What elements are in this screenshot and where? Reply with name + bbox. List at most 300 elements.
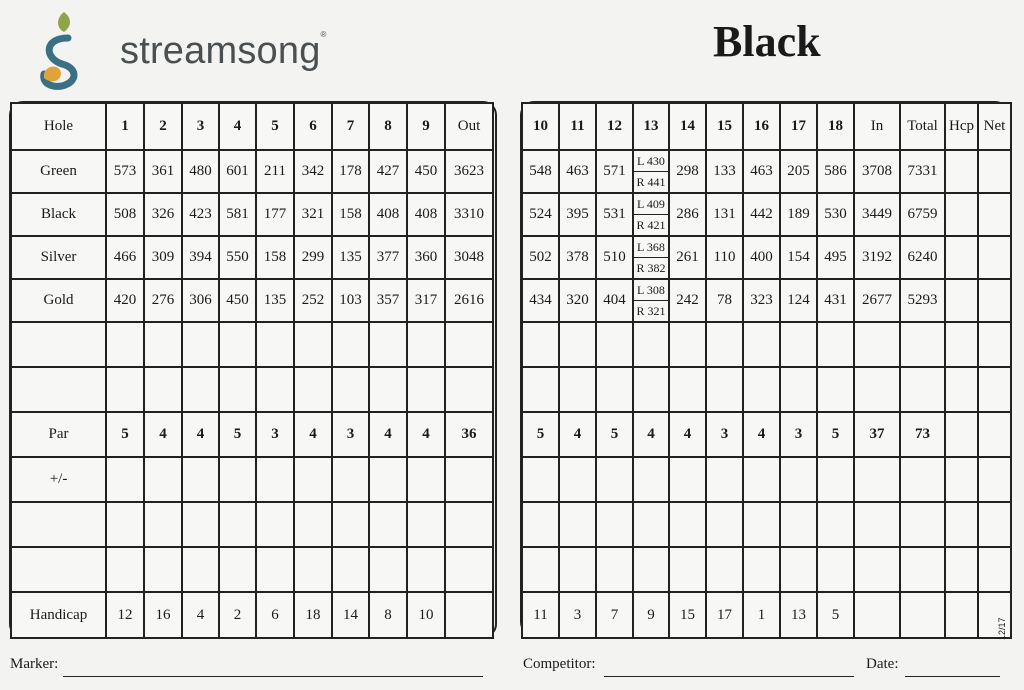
score-cell[interactable] (743, 457, 780, 502)
yardage-cell: 531 (596, 193, 633, 236)
yardage-cell: 550 (219, 236, 256, 279)
hole-label: Hole (11, 103, 106, 150)
score-cell[interactable] (522, 367, 559, 412)
yardage-cell: 154 (780, 236, 817, 279)
right-tee-yardage: R 441 (636, 175, 666, 189)
yardage-cell: 3449 (854, 193, 900, 236)
score-cell[interactable] (522, 502, 559, 547)
score-cell[interactable] (445, 367, 493, 412)
player-name-cell[interactable] (11, 367, 106, 412)
left-tee-yardage: L 409 (634, 194, 668, 215)
par-cell: 37 (854, 412, 900, 457)
yardage-cell: 6240 (900, 236, 945, 279)
yardage-cell: 508 (106, 193, 144, 236)
back-header-row (522, 103, 1011, 150)
yardage-cell: 252 (294, 279, 332, 322)
yardage-cell: 377 (369, 236, 407, 279)
player-name-cell[interactable] (11, 547, 106, 592)
score-cell[interactable] (633, 547, 669, 592)
card-title: Black (713, 17, 821, 66)
score-cell[interactable] (706, 457, 743, 502)
right-tee-yardage: R 321 (636, 304, 666, 318)
yardage-cell: 321 (294, 193, 332, 236)
score-cell[interactable] (407, 322, 445, 367)
hole-number: 6 (294, 103, 332, 150)
score-row (11, 322, 493, 367)
split-yardage-cell (633, 150, 669, 193)
score-cell[interactable] (256, 547, 294, 592)
handicap-cell: 3 (559, 592, 596, 638)
yardage-cell: 205 (780, 150, 817, 193)
handicap-cell (945, 592, 978, 638)
hole-number: 14 (669, 103, 706, 150)
score-cell[interactable] (332, 502, 369, 547)
plus-minus-cell[interactable] (182, 457, 219, 502)
score-cell[interactable] (780, 502, 817, 547)
yardage-cell: 133 (706, 150, 743, 193)
left-tee-yardage: L 430 (634, 151, 668, 172)
hole-number: 9 (407, 103, 445, 150)
yardage-cell: 450 (219, 279, 256, 322)
plus-minus-cell[interactable] (445, 457, 493, 502)
score-cell[interactable] (332, 367, 369, 412)
plus-minus-cell[interactable] (106, 457, 144, 502)
score-cell[interactable] (256, 322, 294, 367)
yardage-cell: 286 (669, 193, 706, 236)
par-cell (978, 412, 1011, 457)
competitor-field[interactable] (604, 676, 854, 677)
score-cell[interactable] (706, 322, 743, 367)
score-cell[interactable] (219, 322, 256, 367)
score-cell[interactable] (945, 279, 978, 322)
score-cell[interactable] (106, 322, 144, 367)
score-cell[interactable] (522, 457, 559, 502)
plus-minus-cell[interactable] (369, 457, 407, 502)
hole-number: 11 (559, 103, 596, 150)
yardage-cell: 158 (332, 193, 369, 236)
par-row (11, 412, 493, 457)
score-cell[interactable] (978, 457, 1011, 502)
back-tee-row (522, 279, 1011, 322)
score-cell[interactable] (900, 457, 945, 502)
score-cell[interactable] (978, 193, 1011, 236)
yardage-cell: 524 (522, 193, 559, 236)
handicap-label: Handicap (11, 592, 106, 638)
tee-label: Silver (11, 236, 106, 279)
score-cell[interactable] (633, 502, 669, 547)
score-cell[interactable] (182, 367, 219, 412)
yardage-cell: 2616 (445, 279, 493, 322)
tee-label: Green (11, 150, 106, 193)
yardage-cell: 530 (817, 193, 854, 236)
yardage-cell: 189 (780, 193, 817, 236)
par-cell (945, 412, 978, 457)
yardage-cell: 423 (182, 193, 219, 236)
yardage-cell: 420 (106, 279, 144, 322)
score-cell[interactable] (256, 367, 294, 412)
score-cell[interactable] (596, 547, 633, 592)
handicap-cell: 5 (817, 592, 854, 638)
yardage-cell: 103 (332, 279, 369, 322)
score-cell[interactable] (743, 367, 780, 412)
hole-number: 15 (706, 103, 743, 150)
score-cell[interactable] (780, 457, 817, 502)
score-cell[interactable] (219, 502, 256, 547)
brand-name: streamsong® (120, 30, 327, 72)
score-cell[interactable] (978, 367, 1011, 412)
score-cell[interactable] (332, 547, 369, 592)
par-label: Par (11, 412, 106, 457)
yardage-cell: 466 (106, 236, 144, 279)
score-cell[interactable] (706, 367, 743, 412)
score-cell[interactable] (854, 502, 900, 547)
summary-header: In (854, 103, 900, 150)
score-cell[interactable] (522, 547, 559, 592)
score-cell[interactable] (219, 547, 256, 592)
score-row (522, 547, 1011, 592)
handicap-cell: 16 (144, 592, 182, 638)
score-cell[interactable] (144, 322, 182, 367)
score-cell[interactable] (559, 322, 596, 367)
score-cell[interactable] (780, 367, 817, 412)
handicap-cell: 18 (294, 592, 332, 638)
score-cell[interactable] (256, 502, 294, 547)
plus-minus-cell[interactable] (294, 457, 332, 502)
score-cell[interactable] (817, 502, 854, 547)
yardage-cell: 573 (106, 150, 144, 193)
score-cell[interactable] (669, 547, 706, 592)
plus-minus-cell[interactable] (219, 457, 256, 502)
score-cell[interactable] (945, 502, 978, 547)
left-tee-yardage: L 368 (634, 237, 668, 258)
summary-header: Hcp (945, 103, 978, 150)
yardage-cell: 442 (743, 193, 780, 236)
score-cell[interactable] (559, 547, 596, 592)
yardage-cell: 3048 (445, 236, 493, 279)
front-nine-table (10, 102, 494, 639)
score-cell[interactable] (817, 322, 854, 367)
handicap-cell: 15 (669, 592, 706, 638)
split-yardage-cell (633, 193, 669, 236)
yardage-cell: 177 (256, 193, 294, 236)
score-cell[interactable] (743, 502, 780, 547)
yardage-cell: 3192 (854, 236, 900, 279)
back-par-row (522, 412, 1011, 457)
handicap-cell: 6 (256, 592, 294, 638)
tee-label: Black (11, 193, 106, 236)
score-cell[interactable] (445, 322, 493, 367)
score-cell[interactable] (743, 547, 780, 592)
summary-header: Total (900, 103, 945, 150)
yardage-cell: 131 (706, 193, 743, 236)
score-cell[interactable] (669, 367, 706, 412)
yardage-cell: 110 (706, 236, 743, 279)
plus-minus-label: +/- (11, 457, 106, 502)
par-cell: 4 (294, 412, 332, 457)
score-cell[interactable] (854, 367, 900, 412)
tee-row-green (11, 150, 493, 193)
score-cell[interactable] (559, 367, 596, 412)
par-cell: 4 (407, 412, 445, 457)
handicap-cell: 8 (369, 592, 407, 638)
split-yardage-cell (633, 236, 669, 279)
hole-number: 18 (817, 103, 854, 150)
par-cell: 4 (559, 412, 596, 457)
score-cell[interactable] (144, 502, 182, 547)
score-cell[interactable] (817, 367, 854, 412)
par-cell: 5 (817, 412, 854, 457)
front-header-row (11, 103, 493, 150)
yardage-cell: 158 (256, 236, 294, 279)
plus-minus-cell[interactable] (407, 457, 445, 502)
score-cell[interactable] (978, 322, 1011, 367)
back-tee-row (522, 150, 1011, 193)
score-cell[interactable] (144, 367, 182, 412)
yardage-cell: 135 (332, 236, 369, 279)
yardage-cell: 480 (182, 150, 219, 193)
score-cell[interactable] (332, 322, 369, 367)
yardage-cell: 510 (596, 236, 633, 279)
split-yardage (634, 280, 668, 321)
yardage-cell: 342 (294, 150, 332, 193)
split-yardage (634, 194, 668, 235)
score-cell[interactable] (780, 547, 817, 592)
par-cell: 5 (219, 412, 256, 457)
version-code: 12/17 (997, 617, 1007, 640)
yardage-cell: 309 (144, 236, 182, 279)
score-cell[interactable] (369, 322, 407, 367)
handicap-cell: 13 (780, 592, 817, 638)
left-tee-yardage: L 308 (634, 280, 668, 301)
yardage-cell: 360 (407, 236, 445, 279)
yardage-cell: 548 (522, 150, 559, 193)
yardage-cell: 124 (780, 279, 817, 322)
yardage-cell: 434 (522, 279, 559, 322)
score-cell[interactable] (182, 547, 219, 592)
yardage-cell: 7331 (900, 150, 945, 193)
score-cell[interactable] (817, 547, 854, 592)
score-cell[interactable] (945, 236, 978, 279)
score-cell[interactable] (559, 457, 596, 502)
score-cell[interactable] (669, 457, 706, 502)
score-cell[interactable] (106, 367, 144, 412)
par-cell: 5 (596, 412, 633, 457)
score-cell[interactable] (596, 502, 633, 547)
score-cell[interactable] (219, 367, 256, 412)
yardage-cell: 463 (743, 150, 780, 193)
score-cell[interactable] (294, 502, 332, 547)
player-name-cell[interactable] (11, 502, 106, 547)
score-cell[interactable] (945, 367, 978, 412)
par-cell: 5 (522, 412, 559, 457)
marker-field[interactable] (63, 676, 483, 677)
par-cell: 4 (369, 412, 407, 457)
par-cell: 4 (669, 412, 706, 457)
score-cell[interactable] (369, 502, 407, 547)
score-cell[interactable] (633, 367, 669, 412)
plus-minus-cell[interactable] (332, 457, 369, 502)
score-cell[interactable] (706, 502, 743, 547)
yardage-cell: 395 (559, 193, 596, 236)
score-cell[interactable] (945, 193, 978, 236)
score-cell[interactable] (900, 367, 945, 412)
score-cell[interactable] (669, 502, 706, 547)
yardage-cell: 378 (559, 236, 596, 279)
tee-row-gold (11, 279, 493, 322)
score-cell[interactable] (445, 502, 493, 547)
yardage-cell: 317 (407, 279, 445, 322)
score-cell[interactable] (182, 322, 219, 367)
hole-number: 4 (219, 103, 256, 150)
yardage-cell: 495 (817, 236, 854, 279)
yardage-cell: 3310 (445, 193, 493, 236)
yardage-cell: 450 (407, 150, 445, 193)
score-cell[interactable] (407, 547, 445, 592)
score-cell[interactable] (106, 502, 144, 547)
score-cell[interactable] (294, 547, 332, 592)
split-yardage-cell (633, 279, 669, 322)
handicap-cell (854, 592, 900, 638)
yardage-cell: 571 (596, 150, 633, 193)
handicap-cell (445, 592, 493, 638)
score-cell[interactable] (817, 457, 854, 502)
score-cell[interactable] (407, 502, 445, 547)
marker-label: Marker: (10, 656, 59, 672)
handicap-cell: 2 (219, 592, 256, 638)
score-cell[interactable] (854, 322, 900, 367)
score-cell[interactable] (369, 367, 407, 412)
right-tee-yardage: R 421 (636, 218, 666, 232)
score-row (522, 367, 1011, 412)
plus-minus-cell[interactable] (256, 457, 294, 502)
score-cell[interactable] (780, 322, 817, 367)
yardage-cell: 326 (144, 193, 182, 236)
yardage-cell: 427 (369, 150, 407, 193)
par-cell: 3 (780, 412, 817, 457)
back-handicap-row (522, 592, 1011, 638)
score-cell[interactable] (900, 547, 945, 592)
back-tee-row (522, 236, 1011, 279)
score-row (11, 367, 493, 412)
score-cell[interactable] (978, 150, 1011, 193)
handicap-cell: 12 (106, 592, 144, 638)
score-row (522, 457, 1011, 502)
yardage-cell: 5293 (900, 279, 945, 322)
score-cell[interactable] (900, 322, 945, 367)
score-cell[interactable] (978, 236, 1011, 279)
yardage-cell: 3623 (445, 150, 493, 193)
hole-number: 12 (596, 103, 633, 150)
yardage-cell: 404 (596, 279, 633, 322)
score-cell[interactable] (945, 150, 978, 193)
hole-number: 13 (633, 103, 669, 150)
score-cell[interactable] (294, 367, 332, 412)
streamsong-logo (34, 8, 327, 94)
score-cell[interactable] (596, 322, 633, 367)
score-cell[interactable] (294, 322, 332, 367)
plus-minus-cell[interactable] (144, 457, 182, 502)
score-cell[interactable] (633, 457, 669, 502)
score-cell[interactable] (945, 457, 978, 502)
score-cell[interactable] (369, 547, 407, 592)
yardage-cell: 178 (332, 150, 369, 193)
yardage-cell: 408 (369, 193, 407, 236)
handicap-cell: 11 (522, 592, 559, 638)
score-cell[interactable] (633, 322, 669, 367)
handicap-cell: 10 (407, 592, 445, 638)
score-cell[interactable] (522, 322, 559, 367)
score-cell[interactable] (407, 367, 445, 412)
score-cell[interactable] (559, 502, 596, 547)
yardage-cell: 463 (559, 150, 596, 193)
yardage-cell: 320 (559, 279, 596, 322)
handicap-cell: 14 (332, 592, 369, 638)
score-cell[interactable] (743, 322, 780, 367)
score-cell[interactable] (978, 547, 1011, 592)
score-cell[interactable] (854, 457, 900, 502)
par-cell: 3 (256, 412, 294, 457)
right-tee-yardage: R 382 (636, 261, 666, 275)
score-cell[interactable] (945, 547, 978, 592)
score-cell[interactable] (900, 502, 945, 547)
yardage-cell: 211 (256, 150, 294, 193)
player-name-cell[interactable] (11, 322, 106, 367)
yardage-cell: 242 (669, 279, 706, 322)
yardage-cell: 78 (706, 279, 743, 322)
handicap-row (11, 592, 493, 638)
yardage-cell: 502 (522, 236, 559, 279)
score-cell[interactable] (144, 547, 182, 592)
yardage-cell: 361 (144, 150, 182, 193)
score-cell[interactable] (445, 547, 493, 592)
yardage-cell: 394 (182, 236, 219, 279)
score-cell[interactable] (669, 322, 706, 367)
yardage-cell: 431 (817, 279, 854, 322)
back-tee-row (522, 193, 1011, 236)
yardage-cell: 601 (219, 150, 256, 193)
date-field[interactable] (905, 676, 1000, 677)
score-cell[interactable] (978, 502, 1011, 547)
yardage-cell: 261 (669, 236, 706, 279)
score-cell[interactable] (854, 547, 900, 592)
handicap-cell (900, 592, 945, 638)
score-row (11, 502, 493, 547)
yardage-cell: 357 (369, 279, 407, 322)
tee-row-silver (11, 236, 493, 279)
score-cell[interactable] (106, 547, 144, 592)
yardage-cell: 586 (817, 150, 854, 193)
tee-label: Gold (11, 279, 106, 322)
handicap-cell: 17 (706, 592, 743, 638)
score-cell[interactable] (596, 367, 633, 412)
handicap-cell: 9 (633, 592, 669, 638)
score-cell[interactable] (182, 502, 219, 547)
score-cell[interactable] (978, 279, 1011, 322)
yardage-cell: 306 (182, 279, 219, 322)
yardage-cell: 323 (743, 279, 780, 322)
score-cell[interactable] (596, 457, 633, 502)
yardage-cell: 2677 (854, 279, 900, 322)
hole-number: 5 (256, 103, 294, 150)
yardage-cell: 400 (743, 236, 780, 279)
handicap-cell: 4 (182, 592, 219, 638)
par-cell: 3 (332, 412, 369, 457)
score-cell[interactable] (706, 547, 743, 592)
split-yardage (634, 151, 668, 192)
score-cell[interactable] (945, 322, 978, 367)
summary-header: Net (978, 103, 1011, 150)
hole-number: 2 (144, 103, 182, 150)
